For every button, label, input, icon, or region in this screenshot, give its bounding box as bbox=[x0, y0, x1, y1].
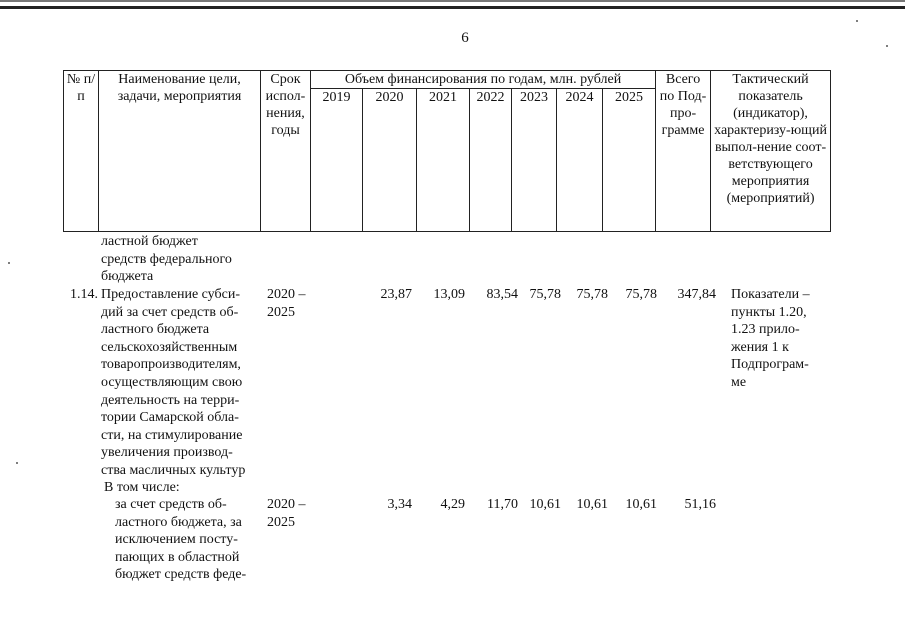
header-indicator: Тактический показатель (индикатор), характеризу-ющий выпол-нение соот-ветствующего мероприятия (мероприятий) bbox=[711, 71, 831, 232]
header-num: № п/п bbox=[64, 71, 99, 232]
subrow-value-2020: 3,34 bbox=[387, 497, 412, 512]
subrow-term: 2020 – 2025 bbox=[267, 497, 306, 530]
row-term: 2020 – 2025 bbox=[267, 287, 306, 320]
subrow-value-total: 51,16 bbox=[684, 497, 716, 512]
continuation-name: ластной бюджет средств федерального бюджета bbox=[101, 234, 232, 285]
including-label: В том числе: bbox=[104, 480, 180, 495]
subrow-name: за счет средств об- ластного бюджета, за исключением посту- пающих в областной бюджет средств феде- bbox=[115, 497, 247, 583]
row-number: 1.14. bbox=[70, 287, 98, 302]
subrow-value-2021: 4,29 bbox=[440, 497, 465, 512]
scan-speck bbox=[886, 45, 888, 47]
header-funding: Объем финансирования по годам, млн. рублей bbox=[311, 71, 656, 89]
row-indicator: Показатели – пункты 1.20, 1.23 прило- жения 1 к Подпрограм- ме bbox=[731, 287, 810, 390]
header-term: Срок испол-нения, годы bbox=[261, 71, 311, 232]
header-year: 2020 bbox=[363, 89, 417, 232]
scan-speck bbox=[8, 262, 10, 264]
header-year: 2024 bbox=[557, 89, 603, 232]
scan-border-line bbox=[0, 6, 905, 9]
value-total: 347,84 bbox=[677, 287, 716, 302]
subrow-value-2022: 11,70 bbox=[487, 497, 518, 512]
header-total: Всего по Под-про-грамме bbox=[656, 71, 711, 232]
value-2022: 83,54 bbox=[486, 287, 518, 302]
subrow-value-2025: 10,61 bbox=[625, 497, 657, 512]
value-2020: 23,87 bbox=[380, 287, 412, 302]
header-year: 2019 bbox=[311, 89, 363, 232]
scan-speck bbox=[16, 462, 18, 464]
page-number: 6 bbox=[461, 30, 469, 46]
header-year: 2021 bbox=[417, 89, 470, 232]
scan-edge-top bbox=[0, 0, 905, 2]
value-2024: 75,78 bbox=[576, 287, 608, 302]
header-year: 2025 bbox=[603, 89, 656, 232]
subrow-value-2024: 10,61 bbox=[576, 497, 608, 512]
row-name: Предоставление субси- дий за счет средств об- ластного бюджета сельскохозяйственным товаропроизводителям, осуществляющим свою деятельность на терри- тории Самарской обла- сти, на стимулирование увеличения производ- ства масличных культур bbox=[101, 287, 246, 478]
subrow-value-2023: 10,61 bbox=[529, 497, 561, 512]
header-name: Наименование цели, задачи, мероприятия bbox=[99, 71, 261, 232]
value-2021: 13,09 bbox=[433, 287, 465, 302]
value-2025: 75,78 bbox=[625, 287, 657, 302]
header-year: 2022 bbox=[470, 89, 512, 232]
scan-speck bbox=[856, 20, 858, 22]
header-table bbox=[63, 70, 831, 232]
header-year: 2023 bbox=[512, 89, 557, 232]
value-2023: 75,78 bbox=[529, 287, 561, 302]
